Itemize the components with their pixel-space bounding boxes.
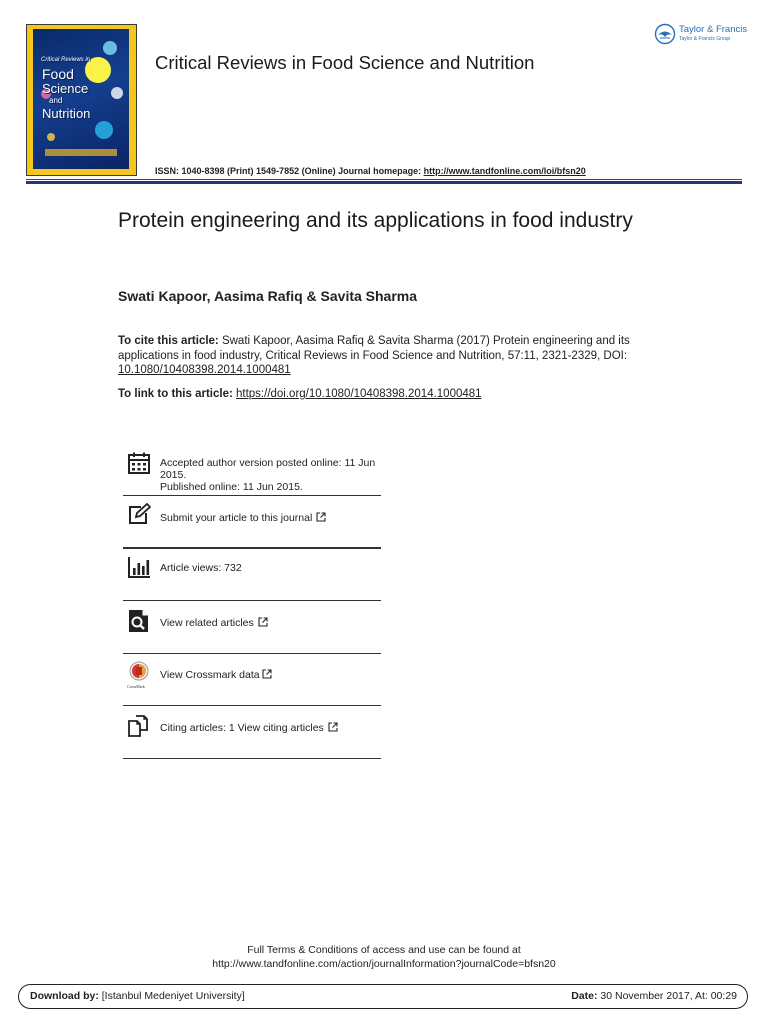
cover-word-food: Food bbox=[42, 66, 74, 82]
header-rule-thin bbox=[26, 179, 742, 180]
article-views: Article views: 732 bbox=[160, 562, 242, 574]
submit-article-row[interactable] bbox=[123, 502, 381, 542]
date-value: 30 November 2017, At: 00:29 bbox=[597, 990, 737, 1002]
article-doi-url-link[interactable]: https://doi.org/10.1080/10408398.2014.1000481 bbox=[236, 388, 482, 400]
published-date: Published online: 11 Jun 2015. bbox=[160, 481, 303, 493]
citing-articles-link[interactable] bbox=[160, 722, 338, 734]
divider bbox=[123, 758, 381, 759]
link-label: To link to this article: bbox=[118, 388, 236, 400]
date-label: Date: bbox=[571, 990, 598, 1002]
terms-url-link[interactable]: http://www.tandfonline.com/action/journalInformation?journalCode=bfsn20 bbox=[212, 958, 556, 970]
submit-article-label: Submit your article to this journal bbox=[160, 512, 313, 524]
issn-text: ISSN: 1040-8398 (Print) 1549-7852 (Online) Journal homepage: bbox=[155, 166, 424, 176]
document-search-icon bbox=[127, 609, 151, 633]
external-link-icon bbox=[328, 722, 338, 732]
article-title: Protein engineering and its applications in food industry bbox=[118, 209, 633, 232]
citing-documents-icon bbox=[127, 714, 151, 738]
calendar-icon bbox=[127, 451, 151, 475]
bar-chart-icon bbox=[127, 555, 151, 579]
issn-line bbox=[155, 166, 586, 176]
crossmark-logo-text: CrossMark bbox=[127, 684, 145, 689]
link-line bbox=[118, 388, 482, 400]
divider bbox=[123, 495, 381, 496]
divider bbox=[123, 547, 381, 549]
citation-block bbox=[118, 334, 648, 378]
download-label: Download by: bbox=[30, 990, 99, 1002]
citing-articles-row[interactable] bbox=[123, 712, 381, 752]
external-link-icon bbox=[258, 617, 268, 627]
external-link-icon bbox=[316, 512, 326, 522]
divider bbox=[123, 600, 381, 601]
related-articles-row[interactable] bbox=[123, 607, 381, 647]
journal-cover-image bbox=[26, 24, 137, 176]
download-by bbox=[30, 990, 245, 1002]
header-rule-thick bbox=[26, 181, 742, 184]
cover-artwork bbox=[33, 29, 129, 169]
crossmark-icon bbox=[127, 661, 151, 685]
publisher-name: Taylor & Francis bbox=[679, 24, 748, 35]
crossmark-label: View Crossmark data bbox=[160, 669, 260, 681]
terms-notice bbox=[0, 943, 768, 971]
cover-word-nutrition: Nutrition bbox=[42, 106, 91, 121]
cover-volume-band bbox=[45, 149, 117, 156]
crossmark-link[interactable] bbox=[160, 669, 272, 681]
cover-word-science: Science bbox=[42, 81, 89, 96]
divider bbox=[123, 705, 381, 706]
cover-word-and: and bbox=[49, 96, 63, 105]
doi-link[interactable]: 10.1080/10408398.2014.1000481 bbox=[118, 364, 291, 376]
cover-series-text: Critical Reviews in bbox=[41, 57, 91, 63]
related-articles-link[interactable] bbox=[160, 617, 268, 629]
publisher-group: Taylor & Francis Group bbox=[679, 36, 731, 42]
article-authors: Swati Kapoor, Aasima Rafiq & Savita Sharma bbox=[118, 288, 418, 304]
download-date bbox=[571, 990, 737, 1002]
publication-dates-row bbox=[123, 450, 381, 494]
citing-articles-label: Citing articles: 1 View citing articles bbox=[160, 722, 324, 734]
cite-label: To cite this article: bbox=[118, 335, 219, 347]
terms-line: Full Terms & Conditions of access and use can be found at bbox=[247, 944, 521, 956]
journal-title: Critical Reviews in Food Science and Nutrition bbox=[155, 52, 535, 73]
external-link-icon bbox=[262, 669, 272, 679]
edit-icon bbox=[127, 502, 151, 526]
submit-article-link[interactable] bbox=[160, 512, 326, 524]
article-views-row bbox=[123, 554, 381, 594]
crossmark-row[interactable] bbox=[123, 660, 381, 700]
related-articles-label: View related articles bbox=[160, 617, 254, 629]
accepted-date: Accepted author version posted online: 11 Jun 2015. bbox=[160, 457, 376, 481]
journal-homepage-link[interactable]: http://www.tandfonline.com/loi/bfsn20 bbox=[423, 166, 586, 176]
divider bbox=[123, 653, 381, 654]
cite-text: Swati Kapoor, Aasima Rafiq & Savita Sharma (2017) Protein engineering and its applications in food industry, Critical Reviews in Food Science and Nutrition, 57:11, 2321-2329, DOI: bbox=[118, 335, 630, 362]
download-info-bar bbox=[18, 984, 748, 1009]
download-institution: [Istanbul Medeniyet University] bbox=[98, 990, 245, 1002]
